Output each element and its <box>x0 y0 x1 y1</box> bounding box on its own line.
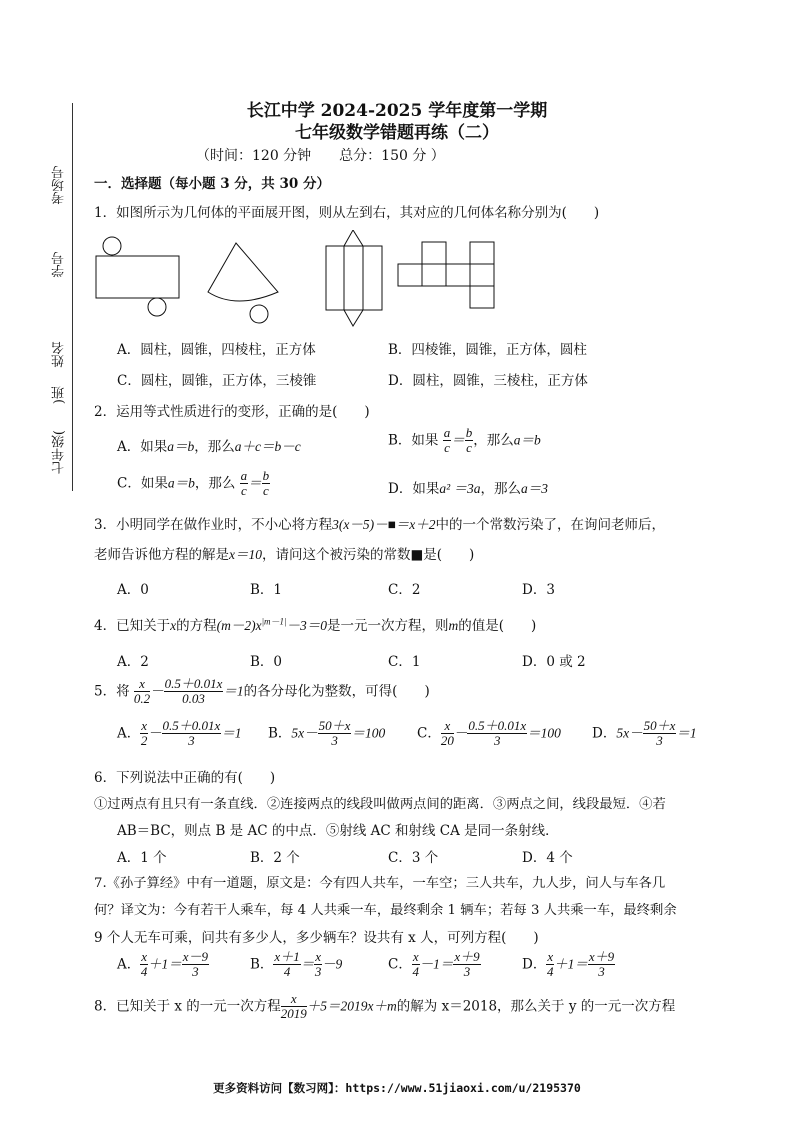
q7-option-c[interactable]: C． $\frac{x}{4}$ －1＝ $\frac{x+9}{3}$ <box>388 949 480 980</box>
q2-option-d[interactable]: D．如果a² ＝3a，那么a＝3 <box>388 481 549 497</box>
q1-option-c[interactable]: C．圆柱，圆锥，正方体，三棱锥 <box>117 373 317 389</box>
q2-option-b[interactable]: B．如果 $\frac{a}{c}$ ＝ $\frac{b}{c}$ ，那么a＝b <box>388 425 541 456</box>
q3-line1: 3．小明同学在做作业时，不小心将方程3(x－5)－■＝x＋2中的一个常数污染了，在询问老师后， <box>94 517 665 533</box>
q4-option-b[interactable]: B．0 <box>250 654 283 670</box>
grade-field[interactable]: 七年级( <box>52 430 67 475</box>
q7-line3: 9 个人无车可乘，问共有多少人，多少辆车？设共有 x 人，可列方程( ) <box>94 930 539 946</box>
q3-option-d[interactable]: D．3 <box>522 582 555 598</box>
q6-statements-line1: ①过两点有且只有一条直线．②连接两点的线段叫做两点间的距离．③两点之间，线段最短．④若 <box>94 797 666 812</box>
q7-line2: 何？译文为：今有若干人乘车，每 4 人共乘一车，最终剩余 1 辆车；若每 3 人共乘一车，最终剩余 <box>94 903 677 918</box>
q1-stem: 1．如图所示为几何体的平面展开图，则从左到右，其对应的几何体名称分别为( ) <box>94 205 600 221</box>
class-field[interactable]: )班 <box>52 386 67 405</box>
q4-option-a[interactable]: A．2 <box>117 654 149 670</box>
q3-line2: 老师告诉他方程的解是x＝10，请问这个被污染的常数■是( ) <box>94 547 475 563</box>
q5-option-d[interactable]: D．5x－ $\frac{50+x}{3}$ ＝1 <box>592 718 697 749</box>
q4-option-c[interactable]: C．1 <box>388 654 421 670</box>
q6-statements-line2: AB＝BC，则点 B 是 AC 的中点．⑤射线 AC 和射线 CA 是同一条射线． <box>117 823 559 839</box>
student-id-field[interactable]: 学号 <box>52 251 67 278</box>
q2-stem: 2．运用等式性质进行的变形，正确的是( ) <box>94 404 370 420</box>
q6-stem: 6．下列说法中正确的有( ) <box>94 770 276 786</box>
footer-link[interactable]: 更多资料访问【数习网】：https://www.51jiaoxi.com/u/2195370 <box>213 1081 581 1095</box>
q5-option-b[interactable]: B．5x－ $\frac{50+x}{3}$ ＝100 <box>268 718 386 749</box>
q5-option-c[interactable]: C． $\frac{x}{20}$ － $\frac{0.5+0.01x}{3}$ ＝100 <box>417 718 561 749</box>
prism-net-icon <box>326 230 382 326</box>
q6-option-d[interactable]: D．4 个 <box>522 850 573 866</box>
q1-option-a[interactable]: A．圆柱，圆锥，四棱柱，正方体 <box>117 342 316 358</box>
q3-option-b[interactable]: B．1 <box>250 582 283 598</box>
cube-net-icon <box>398 242 494 308</box>
cone-net-icon <box>208 243 278 323</box>
exam-room-field[interactable]: 考场号 <box>52 165 67 205</box>
q5-option-a[interactable]: A． $\frac{x}{2}$ － $\frac{0.5+0.01x}{3}$ ＝1 <box>117 718 242 749</box>
name-field[interactable]: 姓名 <box>52 341 67 368</box>
q7-option-a[interactable]: A． $\frac{x}{4}$ ＋1＝ $\frac{x-9}{3}$ <box>117 949 209 980</box>
exam-subtitle: 七年级数学错题再练（二） <box>295 123 499 143</box>
q7-option-d[interactable]: D． $\frac{x}{4}$ ＋1＝ $\frac{x+9}{3}$ <box>522 949 615 980</box>
q2-option-a[interactable]: A．如果a＝b，那么a＋c＝b－c <box>117 439 301 455</box>
q5-stem: 5．将 $\frac{x}{0.2}$ － $\frac{0.5+0.01x}{0.03}$ ＝1的各分母化为整数，可得( ) <box>94 676 430 707</box>
q1-option-b[interactable]: B．四棱锥，圆锥，正方体，圆柱 <box>388 342 587 358</box>
binding-line <box>72 103 73 491</box>
q3-option-a[interactable]: A．0 <box>117 582 149 598</box>
q4-option-d[interactable]: D．0 或 2 <box>522 654 586 670</box>
section-heading: 一．选择题（每小题 3 分，共 30 分） <box>94 176 330 192</box>
q6-option-a[interactable]: A．1 个 <box>117 850 167 866</box>
exam-title: 长江中学 2024-2025 学年度第一学期 <box>246 101 548 121</box>
cylinder-net-icon <box>96 237 179 316</box>
q4-stem: 4．已知关于x的方程$(m-2)x^{|m-1|}-3=0$是一元一次方程，则m的值是( ) <box>94 616 537 634</box>
q7-option-b[interactable]: B． $\frac{x+1}{4}$ ＝ $\frac{x}{3}$ －9 <box>250 949 343 980</box>
q3-option-c[interactable]: C．2 <box>388 582 421 598</box>
q1-nets-figure <box>90 230 510 330</box>
q8-stem: 8．已知关于 x 的一元一次方程 $\frac{x}{2019}$ ＋5＝2019x＋m的解为 x＝2018，那么关于 y 的一元一次方程 <box>94 991 676 1022</box>
exam-meta: （时间：120 分钟 总分：150 分 ） <box>196 148 445 164</box>
q7-line1: 7.《孙子算经》中有一道题，原文是：今有四人共车，一车空；三人共车，九人步，问人与车各几 <box>94 876 666 891</box>
q2-option-c[interactable]: C．如果a＝b，那么 $\frac{a}{c}$ ＝ $\frac{b}{c}$ <box>117 468 270 499</box>
q6-option-c[interactable]: C．3 个 <box>388 850 439 866</box>
q6-option-b[interactable]: B．2 个 <box>250 850 300 866</box>
q1-option-d[interactable]: D．圆柱，圆锥，三棱柱，正方体 <box>388 373 588 389</box>
